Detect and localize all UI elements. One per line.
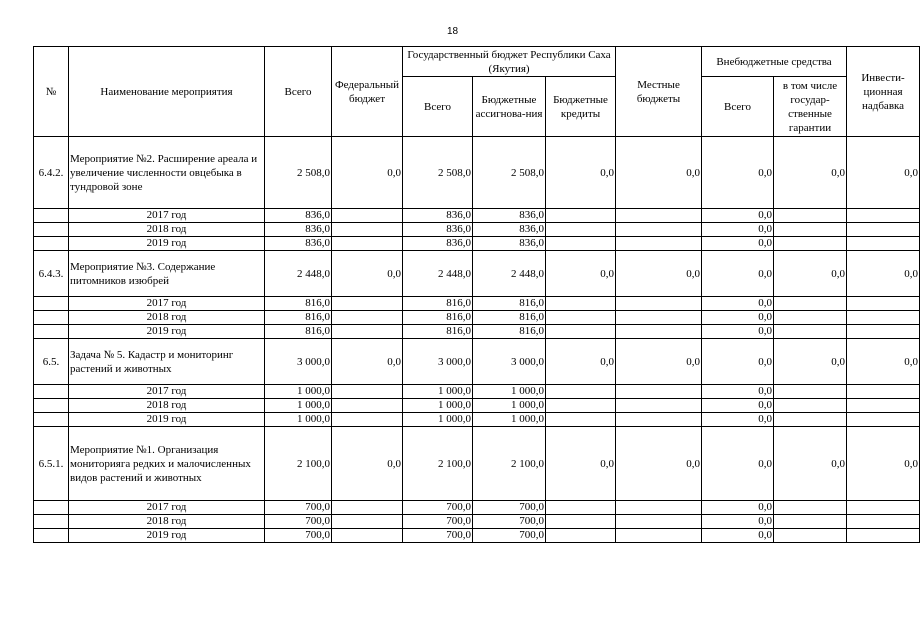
cell-federal <box>332 223 403 237</box>
cell-total: 816,0 <box>265 297 332 311</box>
cell-off-guarantee <box>774 529 847 543</box>
cell-invest <box>847 311 920 325</box>
cell-invest <box>847 223 920 237</box>
cell-off-total: 0,0 <box>702 297 774 311</box>
row-code <box>34 413 69 427</box>
table-row <box>34 137 920 209</box>
cell-off-guarantee: 0,0 <box>774 427 847 501</box>
cell-state-alloc: 1 000,0 <box>473 385 546 399</box>
cell-off-total: 0,0 <box>702 311 774 325</box>
table-header <box>34 47 920 137</box>
table-row <box>34 237 920 251</box>
cell-off-guarantee <box>774 385 847 399</box>
cell-federal <box>332 385 403 399</box>
cell-state-credits <box>546 297 616 311</box>
cell-total: 700,0 <box>265 515 332 529</box>
cell-federal <box>332 209 403 223</box>
header-invest: Инвести-ционная надбавка <box>847 47 920 137</box>
cell-total: 1 000,0 <box>265 399 332 413</box>
cell-federal <box>332 325 403 339</box>
cell-off-total: 0,0 <box>702 399 774 413</box>
cell-invest: 0,0 <box>847 339 920 385</box>
header-local: Местные бюджеты <box>616 47 702 137</box>
cell-local <box>616 297 702 311</box>
cell-state-total: 700,0 <box>403 529 473 543</box>
row-name: Мероприятие №3. Содержание питомников изюбрей <box>69 251 265 297</box>
table-row <box>34 325 920 339</box>
cell-total: 700,0 <box>265 501 332 515</box>
cell-federal: 0,0 <box>332 251 403 297</box>
cell-local <box>616 311 702 325</box>
cell-federal: 0,0 <box>332 427 403 501</box>
row-code: 6.5. <box>34 339 69 385</box>
cell-off-guarantee <box>774 223 847 237</box>
row-year: 2019 год <box>69 325 265 339</box>
cell-invest <box>847 297 920 311</box>
cell-off-guarantee <box>774 209 847 223</box>
table-body <box>34 137 920 543</box>
cell-off-guarantee <box>774 325 847 339</box>
cell-state-alloc: 700,0 <box>473 501 546 515</box>
row-code: 6.4.2. <box>34 137 69 209</box>
cell-local <box>616 325 702 339</box>
row-year: 2018 год <box>69 515 265 529</box>
cell-off-guarantee: 0,0 <box>774 251 847 297</box>
row-year: 2019 год <box>69 237 265 251</box>
cell-invest <box>847 501 920 515</box>
cell-invest <box>847 209 920 223</box>
table-row <box>34 529 920 543</box>
header-off-total: Всего <box>702 77 774 137</box>
cell-invest <box>847 399 920 413</box>
cell-local <box>616 209 702 223</box>
cell-state-credits <box>546 311 616 325</box>
cell-state-total: 1 000,0 <box>403 413 473 427</box>
table-row <box>34 311 920 325</box>
cell-local <box>616 413 702 427</box>
row-name: Задача № 5. Кадастр и мониторинг растений и животных <box>69 339 265 385</box>
cell-federal: 0,0 <box>332 339 403 385</box>
cell-total: 700,0 <box>265 529 332 543</box>
cell-invest <box>847 413 920 427</box>
row-year: 2018 год <box>69 311 265 325</box>
cell-invest: 0,0 <box>847 137 920 209</box>
cell-state-alloc: 1 000,0 <box>473 399 546 413</box>
cell-state-credits <box>546 501 616 515</box>
table-row <box>34 297 920 311</box>
cell-state-credits: 0,0 <box>546 339 616 385</box>
cell-off-total: 0,0 <box>702 385 774 399</box>
cell-invest <box>847 385 920 399</box>
cell-federal: 0,0 <box>332 137 403 209</box>
row-code <box>34 297 69 311</box>
cell-federal <box>332 237 403 251</box>
header-state-alloc: Бюджетные ассигнова-ния <box>473 77 546 137</box>
header-federal: Федеральный бюджет <box>332 47 403 137</box>
row-code <box>34 399 69 413</box>
cell-state-total: 2 448,0 <box>403 251 473 297</box>
header-name: Наименование мероприятия <box>69 47 265 137</box>
cell-state-total: 700,0 <box>403 515 473 529</box>
cell-local <box>616 399 702 413</box>
cell-local <box>616 223 702 237</box>
cell-state-alloc: 3 000,0 <box>473 339 546 385</box>
cell-off-total: 0,0 <box>702 339 774 385</box>
row-code <box>34 311 69 325</box>
row-year: 2017 год <box>69 501 265 515</box>
cell-state-credits <box>546 209 616 223</box>
row-year: 2019 год <box>69 413 265 427</box>
cell-state-alloc: 700,0 <box>473 515 546 529</box>
cell-invest <box>847 237 920 251</box>
cell-total: 836,0 <box>265 209 332 223</box>
cell-local <box>616 501 702 515</box>
row-year: 2017 год <box>69 209 265 223</box>
cell-invest: 0,0 <box>847 251 920 297</box>
cell-federal <box>332 413 403 427</box>
row-code <box>34 385 69 399</box>
cell-total: 3 000,0 <box>265 339 332 385</box>
cell-off-total: 0,0 <box>702 515 774 529</box>
header-off-guarantee: в том числе государ-ственные гарантии <box>774 77 847 137</box>
header-state-credits: Бюджетные кредиты <box>546 77 616 137</box>
cell-state-credits: 0,0 <box>546 427 616 501</box>
cell-state-total: 3 000,0 <box>403 339 473 385</box>
cell-invest: 0,0 <box>847 427 920 501</box>
cell-state-credits <box>546 529 616 543</box>
cell-off-total: 0,0 <box>702 223 774 237</box>
cell-state-alloc: 816,0 <box>473 297 546 311</box>
cell-state-alloc: 836,0 <box>473 223 546 237</box>
header-state-budget: Государственный бюджет Республики Саха (Якутия) <box>403 47 616 77</box>
cell-state-total: 816,0 <box>403 311 473 325</box>
cell-state-alloc: 816,0 <box>473 325 546 339</box>
budget-table <box>33 46 920 543</box>
cell-local: 0,0 <box>616 427 702 501</box>
cell-state-alloc: 1 000,0 <box>473 413 546 427</box>
row-code <box>34 237 69 251</box>
cell-off-guarantee <box>774 501 847 515</box>
cell-state-total: 1 000,0 <box>403 399 473 413</box>
cell-local <box>616 385 702 399</box>
cell-off-total: 0,0 <box>702 529 774 543</box>
page-number: 18 <box>446 26 459 37</box>
cell-off-total: 0,0 <box>702 137 774 209</box>
cell-state-total: 816,0 <box>403 297 473 311</box>
row-code <box>34 209 69 223</box>
cell-federal <box>332 399 403 413</box>
cell-total: 2 508,0 <box>265 137 332 209</box>
cell-federal <box>332 529 403 543</box>
cell-state-alloc: 700,0 <box>473 529 546 543</box>
cell-state-credits <box>546 385 616 399</box>
cell-off-guarantee <box>774 297 847 311</box>
table-row <box>34 501 920 515</box>
cell-invest <box>847 529 920 543</box>
cell-state-total: 836,0 <box>403 223 473 237</box>
table-row <box>34 385 920 399</box>
cell-state-alloc: 816,0 <box>473 311 546 325</box>
cell-state-total: 1 000,0 <box>403 385 473 399</box>
cell-off-total: 0,0 <box>702 237 774 251</box>
cell-state-credits <box>546 413 616 427</box>
row-code <box>34 325 69 339</box>
cell-local <box>616 529 702 543</box>
cell-state-alloc: 836,0 <box>473 237 546 251</box>
header-state-total: Всего <box>403 77 473 137</box>
cell-off-total: 0,0 <box>702 251 774 297</box>
row-year: 2019 год <box>69 529 265 543</box>
row-code: 6.4.3. <box>34 251 69 297</box>
row-year: 2018 год <box>69 399 265 413</box>
cell-local: 0,0 <box>616 251 702 297</box>
cell-off-guarantee <box>774 515 847 529</box>
cell-state-total: 836,0 <box>403 237 473 251</box>
cell-state-alloc: 2 508,0 <box>473 137 546 209</box>
table-row <box>34 339 920 385</box>
cell-state-credits <box>546 515 616 529</box>
cell-state-credits <box>546 237 616 251</box>
cell-total: 2 100,0 <box>265 427 332 501</box>
table-row <box>34 427 920 501</box>
cell-state-total: 700,0 <box>403 501 473 515</box>
cell-off-guarantee <box>774 399 847 413</box>
cell-state-alloc: 836,0 <box>473 209 546 223</box>
cell-state-credits: 0,0 <box>546 251 616 297</box>
row-code <box>34 529 69 543</box>
cell-state-total: 2 508,0 <box>403 137 473 209</box>
row-name: Мероприятие №2. Расширение ареала и увеличение численности овцебыка в тундровой зоне <box>69 137 265 209</box>
cell-off-total: 0,0 <box>702 325 774 339</box>
cell-invest <box>847 325 920 339</box>
cell-off-total: 0,0 <box>702 501 774 515</box>
cell-off-guarantee <box>774 413 847 427</box>
table-row <box>34 399 920 413</box>
cell-state-credits <box>546 399 616 413</box>
cell-state-total: 836,0 <box>403 209 473 223</box>
row-year: 2017 год <box>69 385 265 399</box>
cell-total: 2 448,0 <box>265 251 332 297</box>
header-offbudget: Внебюджетные средства <box>702 47 847 77</box>
cell-off-total: 0,0 <box>702 427 774 501</box>
cell-state-credits <box>546 325 616 339</box>
table-row <box>34 515 920 529</box>
cell-state-total: 816,0 <box>403 325 473 339</box>
cell-off-guarantee: 0,0 <box>774 137 847 209</box>
header-total: Всего <box>265 47 332 137</box>
cell-off-guarantee <box>774 237 847 251</box>
cell-total: 816,0 <box>265 311 332 325</box>
row-code <box>34 501 69 515</box>
cell-state-alloc: 2 100,0 <box>473 427 546 501</box>
table-row <box>34 413 920 427</box>
cell-federal <box>332 297 403 311</box>
cell-local: 0,0 <box>616 137 702 209</box>
cell-off-total: 0,0 <box>702 413 774 427</box>
cell-total: 1 000,0 <box>265 385 332 399</box>
table-row <box>34 251 920 297</box>
cell-total: 836,0 <box>265 237 332 251</box>
cell-federal <box>332 311 403 325</box>
cell-state-credits <box>546 223 616 237</box>
cell-off-total: 0,0 <box>702 209 774 223</box>
header-no: № <box>34 47 69 137</box>
cell-total: 1 000,0 <box>265 413 332 427</box>
cell-off-guarantee <box>774 311 847 325</box>
row-year: 2017 год <box>69 297 265 311</box>
cell-federal <box>332 501 403 515</box>
cell-federal <box>332 515 403 529</box>
cell-local <box>616 515 702 529</box>
row-year: 2018 год <box>69 223 265 237</box>
row-code: 6.5.1. <box>34 427 69 501</box>
cell-state-total: 2 100,0 <box>403 427 473 501</box>
table-row <box>34 209 920 223</box>
cell-state-credits: 0,0 <box>546 137 616 209</box>
cell-invest <box>847 515 920 529</box>
cell-local: 0,0 <box>616 339 702 385</box>
row-code <box>34 223 69 237</box>
row-name: Мероприятие №1. Организация мониторияга редких и малочисленных видов растений и животных <box>69 427 265 501</box>
cell-off-guarantee: 0,0 <box>774 339 847 385</box>
cell-local <box>616 237 702 251</box>
cell-state-alloc: 2 448,0 <box>473 251 546 297</box>
cell-total: 836,0 <box>265 223 332 237</box>
cell-total: 816,0 <box>265 325 332 339</box>
row-code <box>34 515 69 529</box>
table-row <box>34 223 920 237</box>
